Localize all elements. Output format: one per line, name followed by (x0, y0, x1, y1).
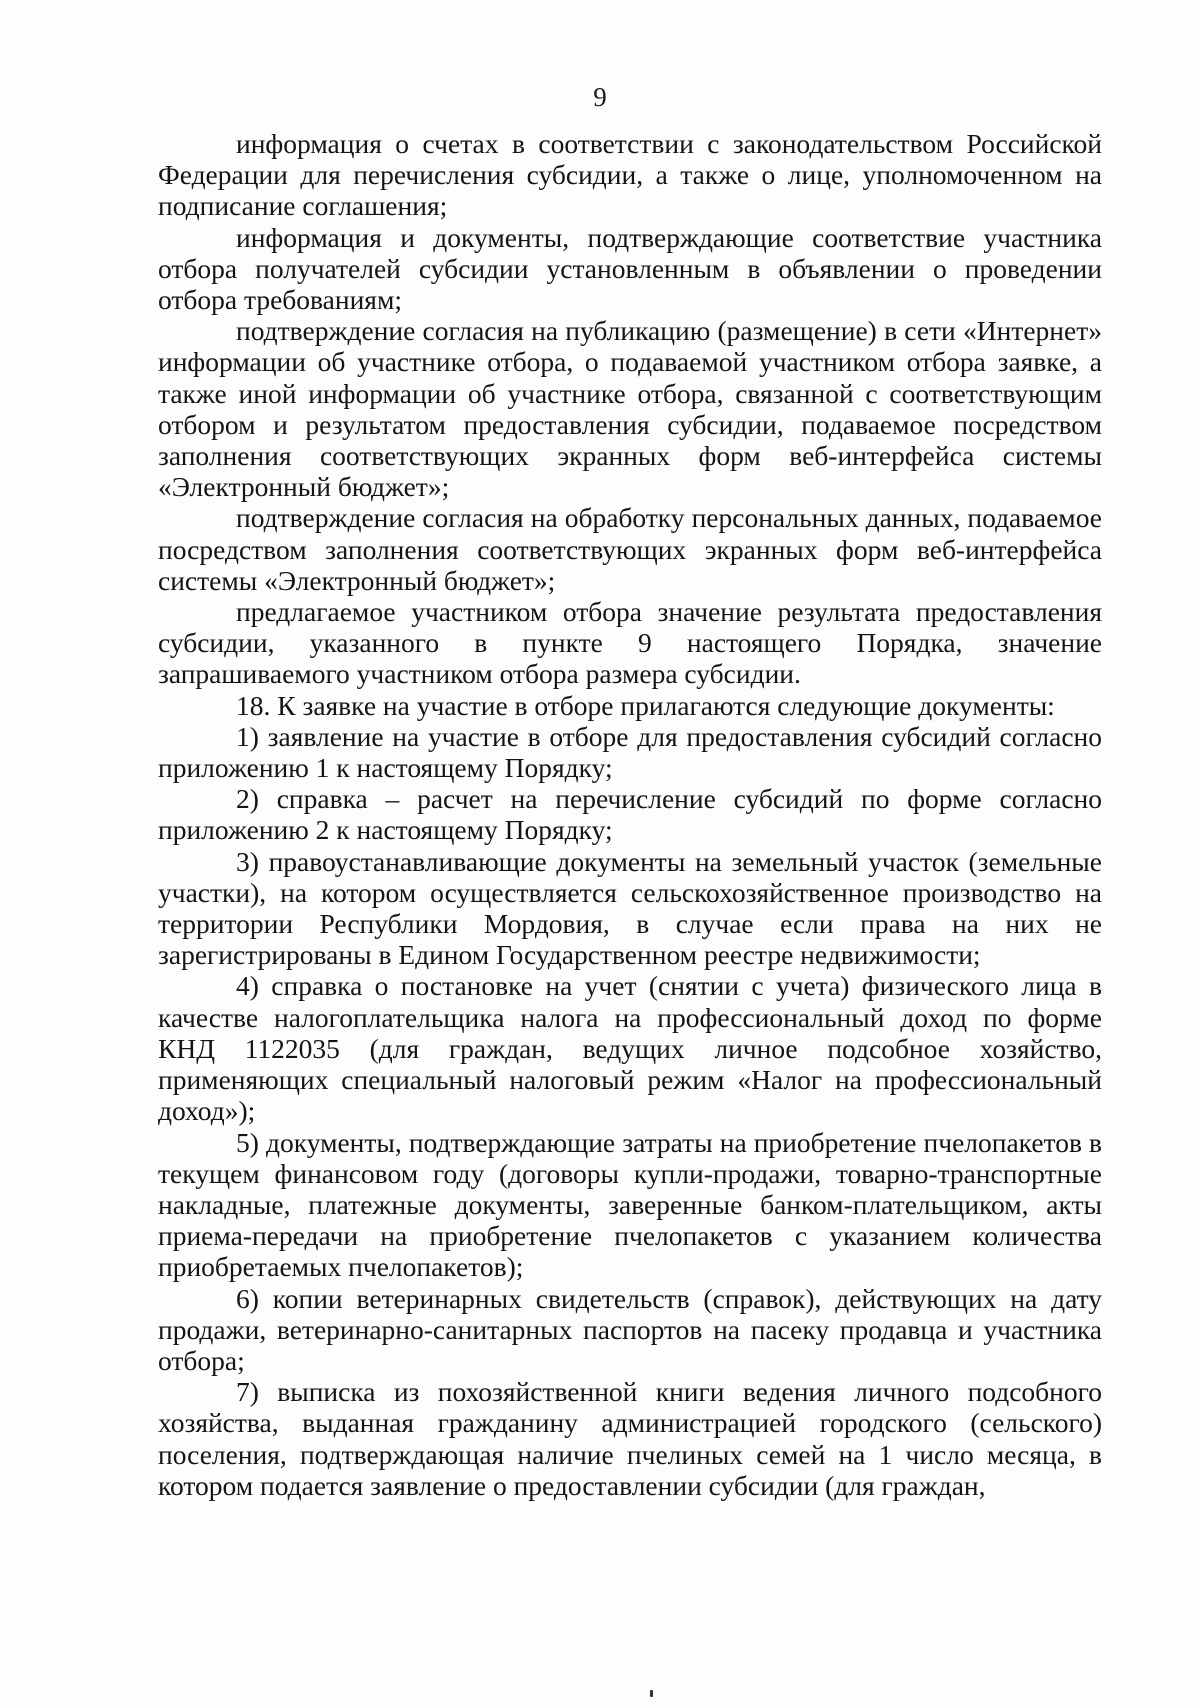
paragraph-proposed-result: предлагаемое участником отбора значение результата предоставления субсидии, указанного в пункте 9 настоящего Порядка, значение запрашиваемого участником отбора размера субсидии. (158, 596, 1102, 690)
list-item-4: 4) справка о постановке на учет (снятии с учета) физического лица в качестве налогоплательщика налога на профессиональный доход по форме КНД 1122035 (для граждан, ведущих личное подсобное хозяйство, применяющих специальный налоговый режим «Налог на профессиональный доход»); (158, 970, 1102, 1127)
page-number: 9 (593, 82, 607, 112)
list-item-5: 5) документы, подтверждающие затраты на приобретение пчелопакетов в текущем финансовом году (договоры купли-продажи, товарно-транспортные накладные, платежные документы, заверенные банком-плательщиком, акты приема-передачи на приобретение пчелопакетов с указанием количества приобретаемых пчелопакетов); (158, 1126, 1102, 1283)
paragraph-publication-consent: подтверждение согласия на публикацию (размещение) в сети «Интернет» информации об участнике отбора, о подаваемой участником отбора заявке, а также иной информации об участнике отбора, связанной с соответствующим отбором и результатом предоставления субсидии, подаваемое посредством заполнения соответствующих экранных форм веб-интерфейса системы «Электронный бюджет»; (158, 315, 1102, 503)
scan-speck (650, 1690, 653, 1697)
list-item-6: 6) копии ветеринарных свидетельств (справок), действующих на дату продажи, ветеринарно-санитарных паспортов на пасеку продавца и участника отбора; (158, 1282, 1102, 1376)
paragraph-compliance-docs: информация и документы, подтверждающие соответствие участника отбора получателей субсидии установленным в объявлении о проведении отбора требованиям; (158, 221, 1102, 316)
list-item-3: 3) правоустанавливающие документы на земельный участок (земельные участки), на котором осуществляется сельскохозяйственное производство на территории Республики Мордовия, в случае если права на них не зарегистрированы в Едином Государственном реестре недвижимости; (158, 845, 1102, 971)
list-item-7: 7) выписка из похозяйственной книги ведения личного подсобного хозяйства, выданная гражданину администрацией городского (сельского) поселения, подтверждающая наличие пчелиных семей на 1 число месяца, в котором подается заявление о предоставлении субсидии (для граждан, (158, 1376, 1102, 1501)
paragraph-account-info: информация о счетах в соответствии с законодательством Российской Федерации для перечисления субсидии, а также о лице, уполномоченном на подписание соглашения; (158, 128, 1102, 222)
list-item-1: 1) заявление на участие в отборе для предоставления субсидий согласно приложению 1 к настоящему Порядку; (158, 720, 1102, 784)
paragraph-personal-data-consent: подтверждение согласия на обработку персональных данных, подаваемое посредством заполнения соответствующих экранных форм веб-интерфейса системы «Электронный бюджет»; (158, 502, 1102, 596)
document-body (158, 128, 1102, 1501)
paragraph-clause-18: 18. К заявке на участие в отборе прилагаются следующие документы: (236, 689, 1055, 721)
list-item-2: 2) справка – расчет на перечисление субсидий по форме согласно приложению 2 к настоящему Порядку; (158, 783, 1102, 846)
